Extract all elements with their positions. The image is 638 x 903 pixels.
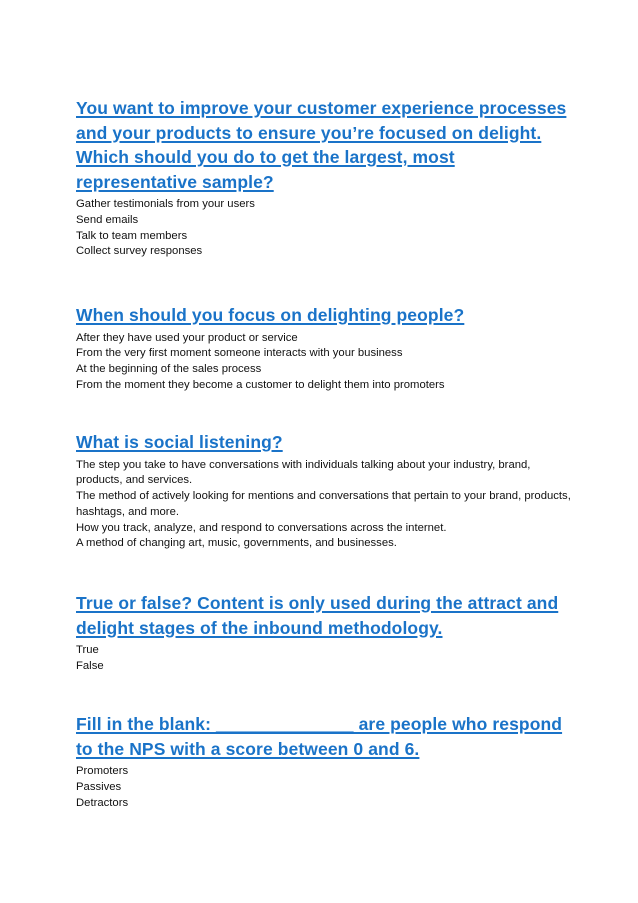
question-heading: When should you focus on delighting people? [76,305,465,325]
question-block-1 [76,96,576,260]
answer-option: False [76,659,104,672]
answer-option: Collect survey responses [76,245,203,258]
question-block-3 [76,430,576,552]
answer-option: After they have used your product or service [76,331,298,344]
answer-option: How you track, analyze, and respond to conversations across the internet. [76,521,447,534]
answer-option: Promoters [76,765,129,777]
answer-list [76,764,576,811]
question-heading: You want to improve your customer experience processes and your products to ensure you’re focused on delight. Which should you do to get the largest, most representative sample? [76,98,567,192]
answer-option: The step you take to have conversations with individuals talking about your industry, brand, products, and services. [76,458,531,487]
question-block-2 [76,303,576,394]
answer-option: At the beginning of the sales process [76,363,262,376]
answer-list [76,331,576,394]
answer-option: Send emails [76,213,139,226]
question-heading: What is social listening? [76,432,283,452]
answer-list [76,458,576,553]
question-block-5 [76,712,576,811]
question-heading: Fill in the blank: ______________ are people who respond to the NPS with a score between 0 and 6. [76,714,563,759]
answer-option: The method of actively looking for mentions and conversations that pertain to your brand, products, hashtags, and more. [76,490,571,518]
question-heading: True or false? Content is only used during the attract and delight stages of the inbound methodology. [76,593,559,638]
answer-list [76,643,576,675]
answer-option: True [76,644,99,656]
answer-option: Gather testimonials from your users [76,198,255,210]
answer-list [76,197,576,260]
question-block-4 [76,591,576,675]
answer-option: Passives [76,780,122,793]
answer-option: From the moment they become a customer to delight them into promoters [76,378,445,391]
answer-option: Detractors [76,796,129,809]
answer-option: A method of changing art, music, governments, and businesses. [76,537,397,550]
answer-option: From the very first moment someone interacts with your business [76,347,403,360]
answer-option: Talk to team members [76,229,188,242]
